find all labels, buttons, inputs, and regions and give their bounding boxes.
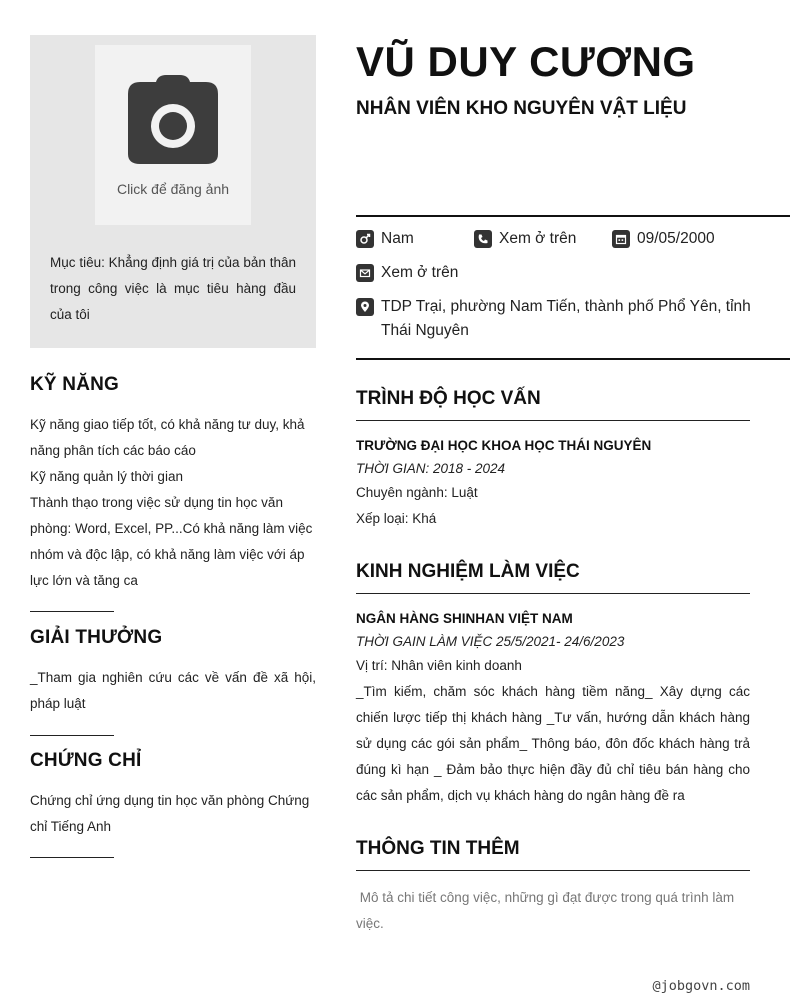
certificates-section bbox=[30, 750, 316, 840]
additional-info-title: THÔNG TIN THÊM bbox=[356, 838, 520, 859]
email-value: Xem ở trên bbox=[381, 264, 459, 281]
awards-title: GIẢI THƯỞNG bbox=[30, 627, 163, 648]
camera-icon bbox=[126, 72, 220, 166]
gender-value: Nam bbox=[381, 230, 414, 247]
skill-item: Thành thạo trong việc sử dụng tin học văn phòng: Word, Excel, PP...Có khả năng làm việc nhóm và độc lập, có khả năng làm việc với áp lực lớn và tăng ca bbox=[30, 495, 313, 588]
email-row bbox=[356, 261, 458, 285]
phone-value: Xem ở trên bbox=[499, 230, 577, 247]
certificates-title: CHỨNG CHỈ bbox=[30, 750, 142, 771]
divider bbox=[30, 611, 114, 612]
experience-description: _Tìm kiếm, chăm sóc khách hàng tiềm năng_ Xây dựng các chiến lược tiếp thị khách hàng _Tư vấn, hướng dẫn khách hàng sử dụng các gói sản phẩm_ Thông báo, đôn đốc khách hàng trả đúng kì hạn _ Đảm bảo thực hiện đầy đủ chỉ tiêu bán hàng cho các sản phẩm, dịch vụ khách hàng do ngân hàng đề ra bbox=[356, 684, 750, 803]
birthday-value: 09/05/2000 bbox=[637, 230, 715, 247]
divider bbox=[30, 857, 114, 858]
divider bbox=[30, 735, 114, 736]
divider bbox=[356, 593, 750, 594]
additional-info-text: Mô tả chi tiết công việc, những gì đạt được trong quá trình làm việc. bbox=[356, 890, 738, 931]
divider bbox=[356, 420, 750, 421]
birthday-row bbox=[612, 227, 715, 251]
address-value: TDP Trại, phường Nam Tiến, thành phố Phổ Yên, tỉnh Thái Nguyên bbox=[381, 298, 751, 339]
skill-item: Kỹ năng giao tiếp tốt, có khả năng tư duy, khả năng phân tích các báo cáo bbox=[30, 417, 305, 458]
photo-upload-label: Click để đăng ảnh bbox=[116, 181, 230, 197]
skills-section bbox=[30, 374, 316, 594]
divider bbox=[356, 358, 790, 360]
career-objective: Mục tiêu: Khẳng định giá trị của bản thân trong công việc là mục tiêu hàng đầu của tôi bbox=[50, 255, 296, 322]
calendar-icon bbox=[612, 230, 630, 248]
avatar-upload[interactable] bbox=[95, 45, 251, 225]
phone-icon bbox=[474, 230, 492, 248]
company-name: NGÂN HÀNG SHINHAN VIỆT NAM bbox=[356, 611, 573, 626]
education-entry bbox=[356, 434, 750, 532]
experience-entry bbox=[356, 607, 750, 809]
education-period: THỜI GIAN: 2018 - 2024 bbox=[356, 461, 506, 476]
experience-period: THỜI GAIN LÀM VIỆC 25/5/2021- 24/6/2023 bbox=[356, 634, 625, 649]
location-pin-icon bbox=[356, 298, 374, 316]
skills-title: KỸ NĂNG bbox=[30, 374, 120, 395]
skill-item: Kỹ năng quản lý thời gian bbox=[30, 469, 183, 484]
footer-watermark: @jobgovn.com bbox=[652, 978, 750, 994]
awards-section bbox=[30, 627, 316, 717]
candidate-name: VŨ DUY CƯƠNG bbox=[356, 38, 696, 85]
gender-row bbox=[356, 227, 414, 251]
education-major: Chuyên ngành: Luật bbox=[356, 485, 478, 500]
awards-text: _Tham gia nghiên cứu các về vấn đề xã hội, pháp luật bbox=[30, 670, 316, 711]
experience-title: KINH NGHIỆM LÀM VIỆC bbox=[356, 561, 580, 582]
divider bbox=[356, 870, 750, 871]
education-rank: Xếp loại: Khá bbox=[356, 511, 437, 526]
address-row bbox=[356, 295, 756, 343]
education-title: TRÌNH ĐỘ HỌC VẤN bbox=[356, 388, 541, 409]
certificates-text: Chứng chỉ ứng dụng tin học văn phòng Chứng chỉ Tiếng Anh bbox=[30, 793, 310, 834]
experience-position: Vị trí: Nhân viên kinh doanh bbox=[356, 658, 522, 673]
divider bbox=[356, 215, 790, 217]
school-name: TRƯỜNG ĐẠI HỌC KHOA HỌC THÁI NGUYÊN bbox=[356, 438, 652, 453]
phone-row bbox=[474, 227, 576, 251]
gender-icon bbox=[356, 230, 374, 248]
email-icon bbox=[356, 264, 374, 282]
job-title: NHÂN VIÊN KHO NGUYÊN VẬT LIỆU bbox=[356, 98, 687, 119]
profile-card bbox=[30, 35, 316, 348]
